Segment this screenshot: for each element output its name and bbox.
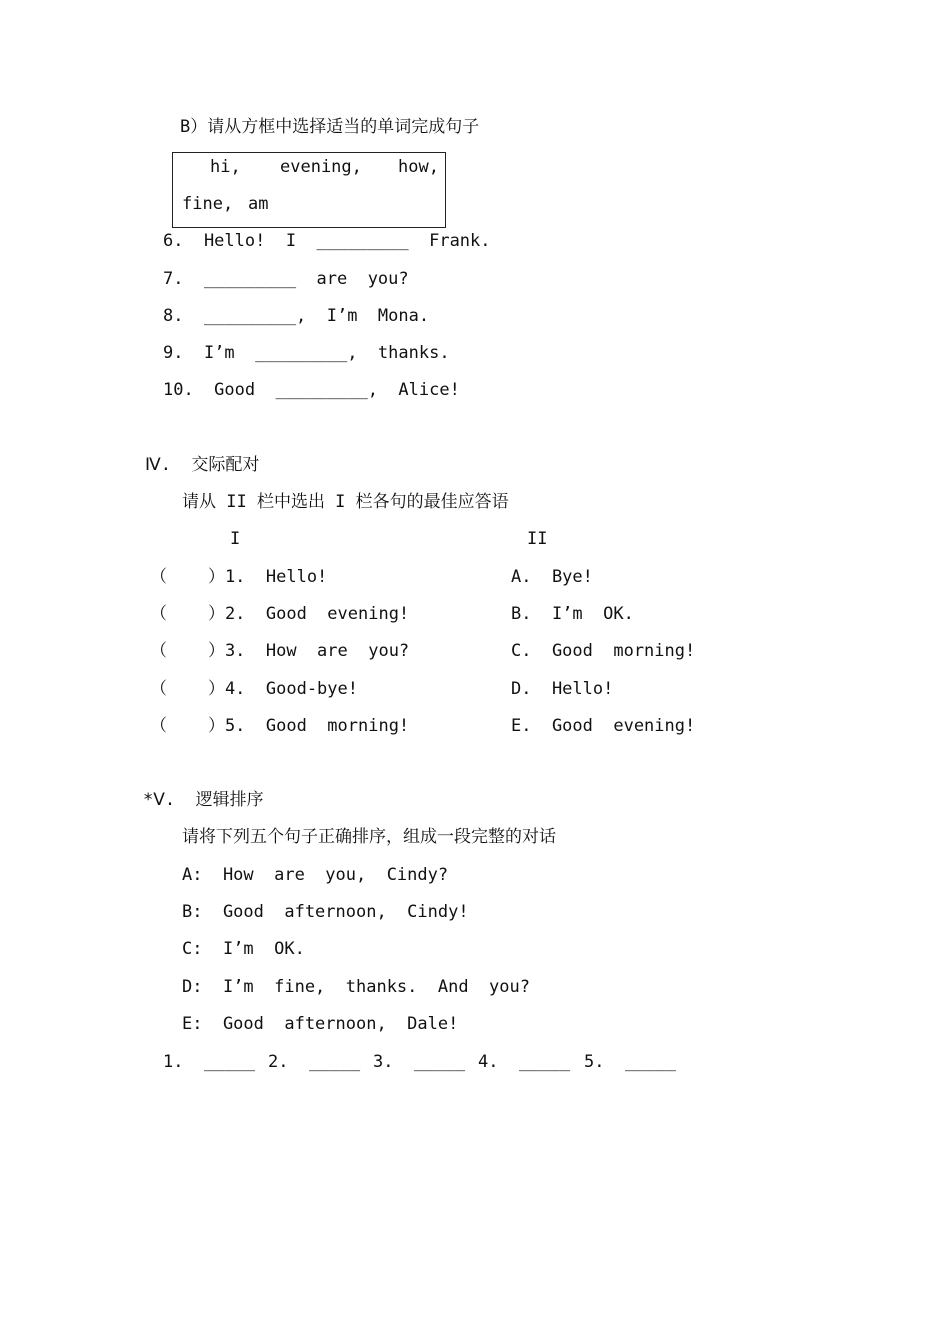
section-iv-instruction: 请从 II 栏中选出 I 栏各句的最佳应答语 <box>182 492 509 512</box>
match-right-item: D. Hello! <box>511 679 614 699</box>
order-answer-blank: 4. _____ <box>478 1052 571 1072</box>
section-b-instruction: B）请从方框中选择适当的单词完成句子 <box>180 117 480 137</box>
match-right-item: C. Good morning! <box>511 641 696 661</box>
order-answer-blank: 1. _____ <box>163 1052 256 1072</box>
match-right-item: E. Good evening! <box>511 716 696 736</box>
word-box-word: am <box>248 194 269 214</box>
fill-in-item: 6. Hello! I _________ Frank. <box>163 231 491 251</box>
dialogue-sentence: E: Good afternoon, Dale! <box>182 1014 459 1034</box>
word-box-word: evening, <box>280 157 362 177</box>
match-left-item: （ ）3. How are you? <box>150 641 410 661</box>
match-right-item: B. I’m OK. <box>511 604 634 624</box>
fill-in-item: 10. Good _________, Alice! <box>163 380 460 400</box>
match-left-item: （ ）4. Good-bye! <box>150 679 358 699</box>
fill-in-item: 9. I’m _________, thanks. <box>163 343 450 363</box>
section-v-instruction: 请将下列五个句子正确排序，组成一段完整的对话 <box>182 827 556 847</box>
order-answer-blank: 5. _____ <box>584 1052 677 1072</box>
match-left-item: （ ）1. Hello! <box>150 567 328 587</box>
order-answer-blank: 3. _____ <box>373 1052 466 1072</box>
order-answer-blank: 2. _____ <box>268 1052 361 1072</box>
column-header-i: I <box>230 529 241 549</box>
dialogue-sentence: B: Good afternoon, Cindy! <box>182 902 469 922</box>
fill-in-item: 7. _________ are you? <box>163 269 409 289</box>
match-right-item: A. Bye! <box>511 567 593 587</box>
dialogue-sentence: A: How are you, Cindy? <box>182 865 449 885</box>
section-v-heading: *Ⅴ. 逻辑排序 <box>143 790 264 810</box>
word-box-word: fine, <box>182 194 234 214</box>
word-box-word: how, <box>398 157 439 177</box>
match-left-item: （ ）5. Good morning! <box>150 716 410 736</box>
fill-in-item: 8. _________, I’m Mona. <box>163 306 430 326</box>
dialogue-sentence: D: I’m fine, thanks. And you? <box>182 977 530 997</box>
word-box-word: hi, <box>210 157 241 177</box>
dialogue-sentence: C: I’m OK. <box>182 939 305 959</box>
section-iv-heading: Ⅳ. 交际配对 <box>145 455 260 475</box>
column-header-ii: II <box>527 529 548 549</box>
match-left-item: （ ）2. Good evening! <box>150 604 410 624</box>
